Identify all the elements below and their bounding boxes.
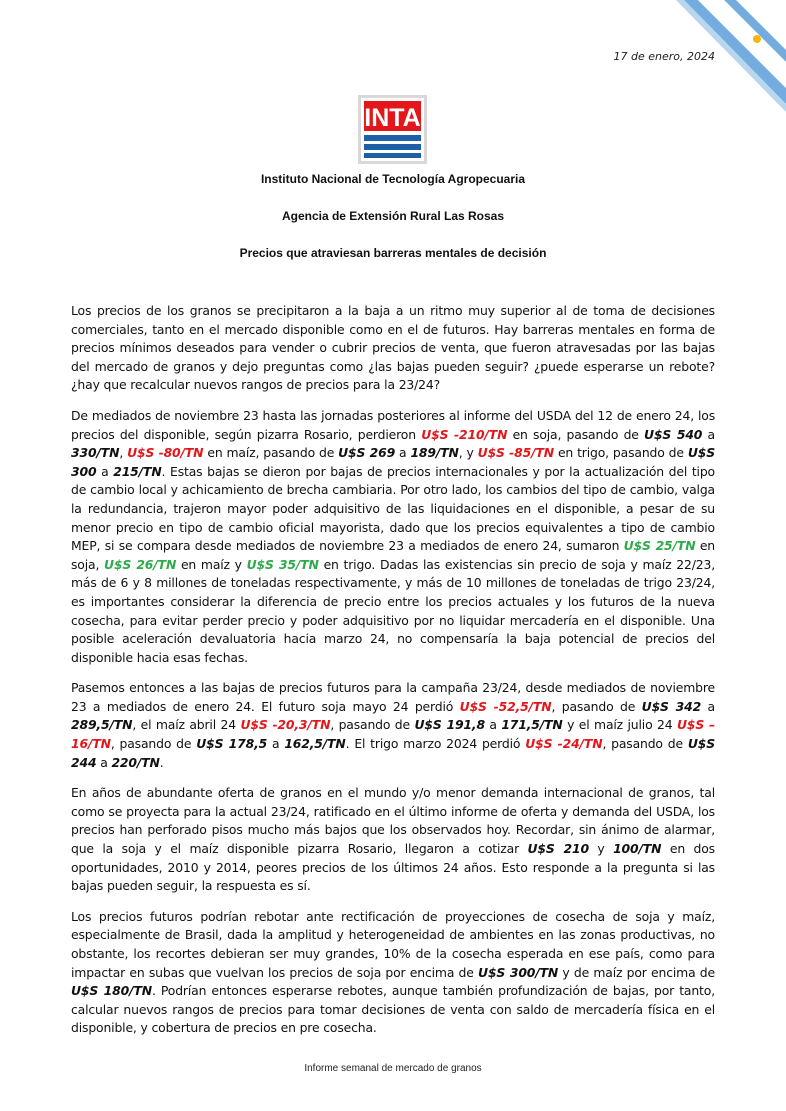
paragraph-text: , y [458,445,478,461]
paragraph-text: en maíz, pasando de [203,445,339,461]
paragraph-text: , [119,445,128,461]
price-value: U$S 210 [527,841,589,857]
price-value: U$S 180/TN [71,983,152,999]
price-drop: U$S -85/TN [477,445,554,461]
paragraph-text: , pasando de [602,736,688,752]
price-value: U$S 269 [338,445,396,461]
paragraph-text: en trigo. Dadas las existencias sin precio de soja y maíz 22/23, más de 6 y 8 millones de toneladas respectivamente, y más de 10 millones de toneladas de trigo 23/24, es importantes considerar la diferencia de precio entre los precios actuales y los futuros de la nueva cosecha, para evitar perder precio y poder adquisitivo por no liquidar mercadería en el disponible. Una posible aceleración devaluatoria hacia marzo 24, no compensaría la baja potencial de precios del disponible hacia esas fechas. [71,556,715,665]
paragraph-text: a [267,736,285,752]
body-paragraph [71,784,715,896]
price-gain: U$S 35/TN [246,556,319,572]
institution-name: Instituto Nacional de Tecnología Agropecuaria [260,172,526,186]
price-value: U$S 342 [641,698,702,714]
price-value: U$S 244 [71,736,715,770]
price-value: 162,5/TN [284,736,346,752]
argentine-flag-ribbon [656,0,786,135]
price-drop: U$S -20,3/TN [240,717,331,733]
paragraph-text: . Estas bajas se dieron por bajas de precios internacionales y por la actualización del tipo de cambio local y achicamiento de brecha cambiaria. Por otro lado, los cambios del tipo de cambio, valga la redundancia, trajeron mayor poder adquisitivo de las liquidaciones en el disponible, a pesar de su menor precio en tipo de cambio oficial mayorista, dado que los precios equivalentes a tipo de cambio MEP, si se compara desde mediados de noviembre 23 a mediados de enero 24, sumaron [71,463,715,554]
body-paragraph [71,679,715,772]
price-gain: U$S 25/TN [623,538,696,554]
price-value: U$S 178,5 [196,736,268,752]
paragraph-text: En años de abundante oferta de granos en el mundo y/o menor demanda internacional de granos, tal como se proyecta para la actual 23/24, ratificado en el último informe de oferta y demanda del USDA, los precios han perforado pisos mucho más bajos que los observados hoy. Recordar, sin ánimo de alarmar, que la soja y el maíz disponible pizarra Rosario, llegaron a cotizar [71,785,715,857]
paragraph-text: a [484,717,502,733]
paragraph-text: , pasando de [551,698,642,714]
paragraph-text: a [96,463,114,479]
price-drop: U$S –16/TN [71,717,715,752]
price-drop: U$S -24/TN [525,736,603,752]
paragraph-text: . [159,754,164,770]
paragraph-text: a [701,698,715,714]
price-value: U$S 191,8 [414,717,485,733]
paragraph-text: en soja, [71,538,715,572]
price-value: 100/TN [613,841,662,857]
price-value: U$S 300/TN [478,964,559,980]
paragraph-text: y de maíz por encima de [558,964,715,980]
body-paragraph [71,407,715,667]
paragraph-text: a [96,754,112,770]
body-paragraph [71,908,715,1038]
paragraph-text: en soja, pasando de [507,426,645,442]
report-body [71,302,715,1050]
price-value: U$S 300 [71,445,715,479]
price-value: 330/TN [71,445,120,461]
price-gain: U$S 26/TN [104,556,177,572]
document-date: 17 de enero, 2024 [613,50,715,63]
price-value: 289,5/TN [71,717,133,733]
report-title: Precios que atraviesan barreras mentales de decisión [239,246,547,260]
paragraph-text: Los precios futuros podrían rebotar ante rectificación de proyecciones de cosecha de soja y maíz, especialmente de Brasil, dada la amplitud y heterogeneidad de ambientes en las zonas productivas, no obstante, los recortes debieran ser muy grandes, 10% de la cosecha esperada en ese país, como para impactar en subas que vuelvan los precios de soja por encima de [71,908,715,980]
paragraph-text: en maíz y [176,556,247,572]
paragraph-text: , pasando de [330,717,415,733]
paragraph-text: Pasemos entonces a las bajas de precios futuros para la campaña 23/24, desde mediados de noviembre 23 a mediados de enero 24. El futuro soja mayo 24 perdió [71,680,715,714]
paragraph-text: y el maíz julio 24 [562,717,677,733]
price-drop: U$S -210/TN [421,426,508,442]
price-value: 215/TN [113,463,162,479]
paragraph-text: , pasando de [110,736,197,752]
agency-name: Agencia de Extensión Rural Las Rosas [281,209,505,223]
body-paragraph [71,302,715,395]
paragraph-text: a [395,445,411,461]
price-value: 220/TN [111,754,160,770]
paragraph-text: De mediados de noviembre 23 hasta las jornadas posteriores al informe del USDA del 12 de enero 24, los precios del disponible, según pizarra Rosario, perdieron [71,407,715,442]
price-value: U$S 540 [644,426,703,442]
paragraph-text: y [588,841,614,857]
inta-logo [358,95,427,164]
price-value: 189/TN [410,445,459,461]
paragraph-text: . Podrían entonces esperarse rebotes, aunque también profundización de bajas, por tanto, calcular nuevos rangos de precios para tomar decisiones de venta con saldo de mercadería física en el disponible, y cobertura de precios en pre cosecha. [71,983,715,1036]
paragraph-text: en dos oportunidades, 2010 y 2014, peores precios de los últimos 24 años. Esto responde a la pregunta si las bajas pueden seguir, la respuesta es sí. [71,841,715,894]
sun-of-may-icon [753,35,761,43]
paragraph-text: a [702,426,715,442]
price-drop: U$S -52,5/TN [459,698,552,714]
paragraph-text: Los precios de los granos se precipitaron a la baja a un ritmo muy superior al de toma de decisiones comerciales, tanto en el mercado disponible como en el de futuros. Hay barreras mentales en forma de precios mínimos deseados para vender o cubrir precios de venta, que fueron atravesadas por las bajas del mercado de granos y dejo preguntas como ¿las bajas pueden seguir? ¿puede esperarse un rebote? ¿hay que recalcular nuevos rangos de precios para la 23/24? [71,303,715,393]
price-drop: U$S -80/TN [127,445,204,461]
page-footer: Informe semanal de mercado de granos [304,1063,482,1074]
price-value: 171,5/TN [501,717,563,733]
svg-text:INTA: INTA [364,104,421,132]
paragraph-text: . El trigo marzo 2024 perdió [345,736,526,752]
paragraph-text: en trigo, pasando de [553,445,688,461]
paragraph-text: , el maíz abril 24 [132,717,241,733]
